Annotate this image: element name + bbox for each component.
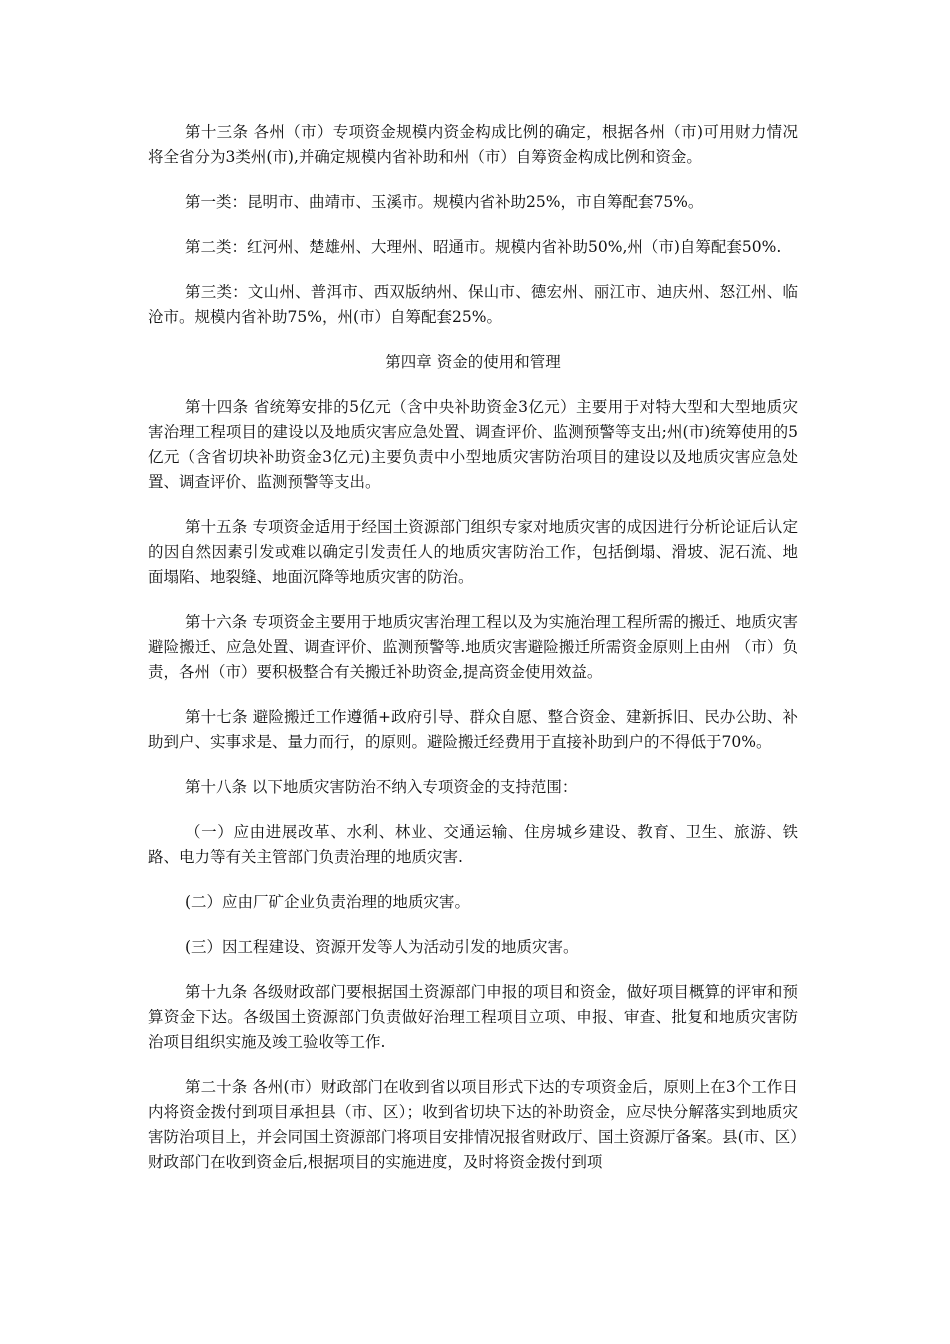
article-18-item-3: (三）因工程建设、资源开发等人为活动引发的地质灾害。 — [185, 938, 579, 956]
article-15-paragraph: 第十五条 专项资金适用于经国土资源部门组织专家对地质灾害的成因进行分析论证后认定的因自然因素引发或难以确定引发责任人的地质灾害防治工作，包括倒塌、滑坡、泥石流、地面塌陷、地裂缝、地面沉降等地质灾害的防治。 — [148, 518, 798, 586]
chapter-4-heading: 第四章 资金的使用和管理 — [385, 353, 561, 371]
category-2-paragraph: 第二类：红河州、楚雄州、大理州、昭通市。规模内省补助50%,州（市)自筹配套50%. — [185, 238, 782, 256]
article-14-paragraph: 第十四条 省统筹安排的5亿元（含中央补助资金3亿元）主要用于对特大型和大型地质灾害治理工程项目的建设以及地质灾害应急处置、调查评价、监测预警等支出;州(市)统筹使用的5亿元（含省切块补助资金3亿元)主要负责中小型地质灾害防治项目的建设以及地质灾害应急处置、调查评价、监测预警等支出。 — [148, 398, 798, 491]
article-17-paragraph: 第十七条 避险搬迁工作遵循+政府引导、群众自愿、整合资金、建新拆旧、民办公助、补助到户、实事求是、量力而行，的原则。避险搬迁经费用于直接补助到户的不得低于70%。 — [148, 708, 798, 751]
article-16-paragraph: 第十六条 专项资金主要用于地质灾害治理工程以及为实施治理工程所需的搬迁、地质灾害避险搬迁、应急处置、调查评价、监测预警等.地质灾害避险搬迁所需资金原则上由州 （市）负责，各州（市）要积极整合有关搬迁补助资金,提高资金使用效益。 — [148, 613, 798, 681]
category-1-paragraph: 第一类：昆明市、曲靖市、玉溪市。规模内省补助25%，市自筹配套75%。 — [185, 193, 704, 211]
document-page — [148, 120, 798, 1195]
category-3-paragraph: 第三类：文山州、普洱市、西双版纳州、保山市、德宏州、丽江市、迪庆州、怒江州、临沧市。规模内省补助75%，州(市）自筹配套25%。 — [148, 283, 798, 326]
article-18-item-2: (二）应由厂矿企业负责治理的地质灾害。 — [185, 893, 471, 911]
article-19-paragraph: 第十九条 各级财政部门要根据国土资源部门申报的项目和资金，做好项目概算的评审和预算资金下达。各级国土资源部门负责做好治理工程项目立项、申报、审查、批复和地质灾害防治项目组织实施及竣工验收等工作. — [148, 983, 798, 1051]
article-13-paragraph: 第十三条 各州（市）专项资金规模内资金构成比例的确定，根据各州（市)可用财力情况将全省分为3类州(市),并确定规模内省补助和州（市）自筹资金构成比例和资金。 — [148, 123, 798, 166]
article-20-paragraph: 第二十条 各州(市）财政部门在收到省以项目形式下达的专项资金后，原则上在3个工作日内将资金拨付到项目承担县（市、区）；收到省切块下达的补助资金，应尽快分解落实到地质灾害防治项目上，并会同国土资源部门将项目安排情况报省财政厅、国土资源厅备案。县(市、区）财政部门在收到资金后,根据项目的实施进度，及时将资金拨付到项 — [148, 1078, 798, 1171]
article-18-paragraph: 第十八条 以下地质灾害防治不纳入专项资金的支持范围： — [185, 778, 578, 796]
article-18-item-1: （一）应由进展改革、水利、林业、交通运输、住房城乡建设、教育、卫生、旅游、铁路、电力等有关主管部门负责治理的地质灾害. — [148, 823, 798, 866]
